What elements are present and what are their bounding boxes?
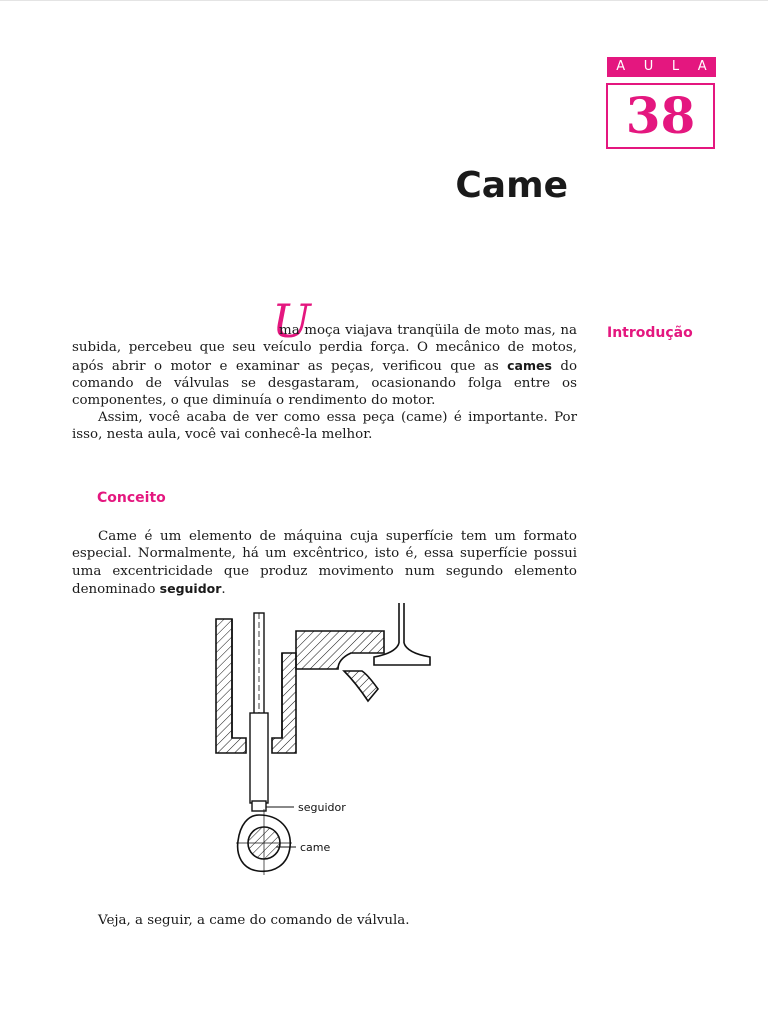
closing-paragraph: Veja, a seguir, a came do comando de válvula. — [98, 913, 410, 928]
page-top-rule — [0, 0, 768, 1]
section-label-introducao: Introdução — [607, 325, 693, 341]
conceito-text-a: Came é um elemento de máquina cuja superfície tem um formato especial. Normalmente, há um excêntrico, isto é, essa superfície possui uma excentricidade que produz movimento num segundo elemento denominado — [72, 529, 577, 597]
cam-follower-figure — [206, 603, 446, 875]
aula-letter: U — [643, 59, 654, 74]
conceito-text-b: . — [221, 581, 226, 597]
aula-number-box — [606, 83, 715, 149]
intro-paragraph-1 — [72, 322, 577, 409]
intro-bold-term: cames — [507, 357, 552, 373]
aula-number: 38 — [625, 86, 696, 145]
aula-letter: L — [671, 59, 680, 74]
label-came: came — [300, 841, 331, 854]
intro-text-a: ma moça viajava tranqüila de moto mas, na subida, percebeu que seu veículo perdia força. O mecânico de motos, após abrir o motor e examinar as peças, verificou que as — [72, 323, 577, 374]
drop-cap: U — [272, 294, 311, 348]
cam-drawing — [236, 809, 292, 875]
section-heading-conceito: Conceito — [97, 490, 166, 506]
follower-rod-drawing — [250, 613, 268, 811]
page-title: Came — [455, 165, 568, 206]
conceito-bold-term: seguidor — [159, 580, 222, 596]
intro-paragraph-2: Assim, você acaba de ver como essa peça (came) é importante. Por isso, nesta aula, você vai conhecê-la melhor. — [72, 410, 577, 443]
label-seguidor: seguidor — [298, 801, 346, 814]
aula-label-strip — [607, 57, 716, 77]
housing-drawing — [216, 619, 384, 753]
intro-text-b: do comando de válvulas se desgastaram, ocasionando folga entre os componentes, o que diminuía o rendimento do motor. — [72, 358, 578, 409]
aula-letter: A — [697, 59, 707, 74]
aula-letter: A — [616, 59, 626, 74]
conceito-paragraph — [72, 528, 577, 598]
